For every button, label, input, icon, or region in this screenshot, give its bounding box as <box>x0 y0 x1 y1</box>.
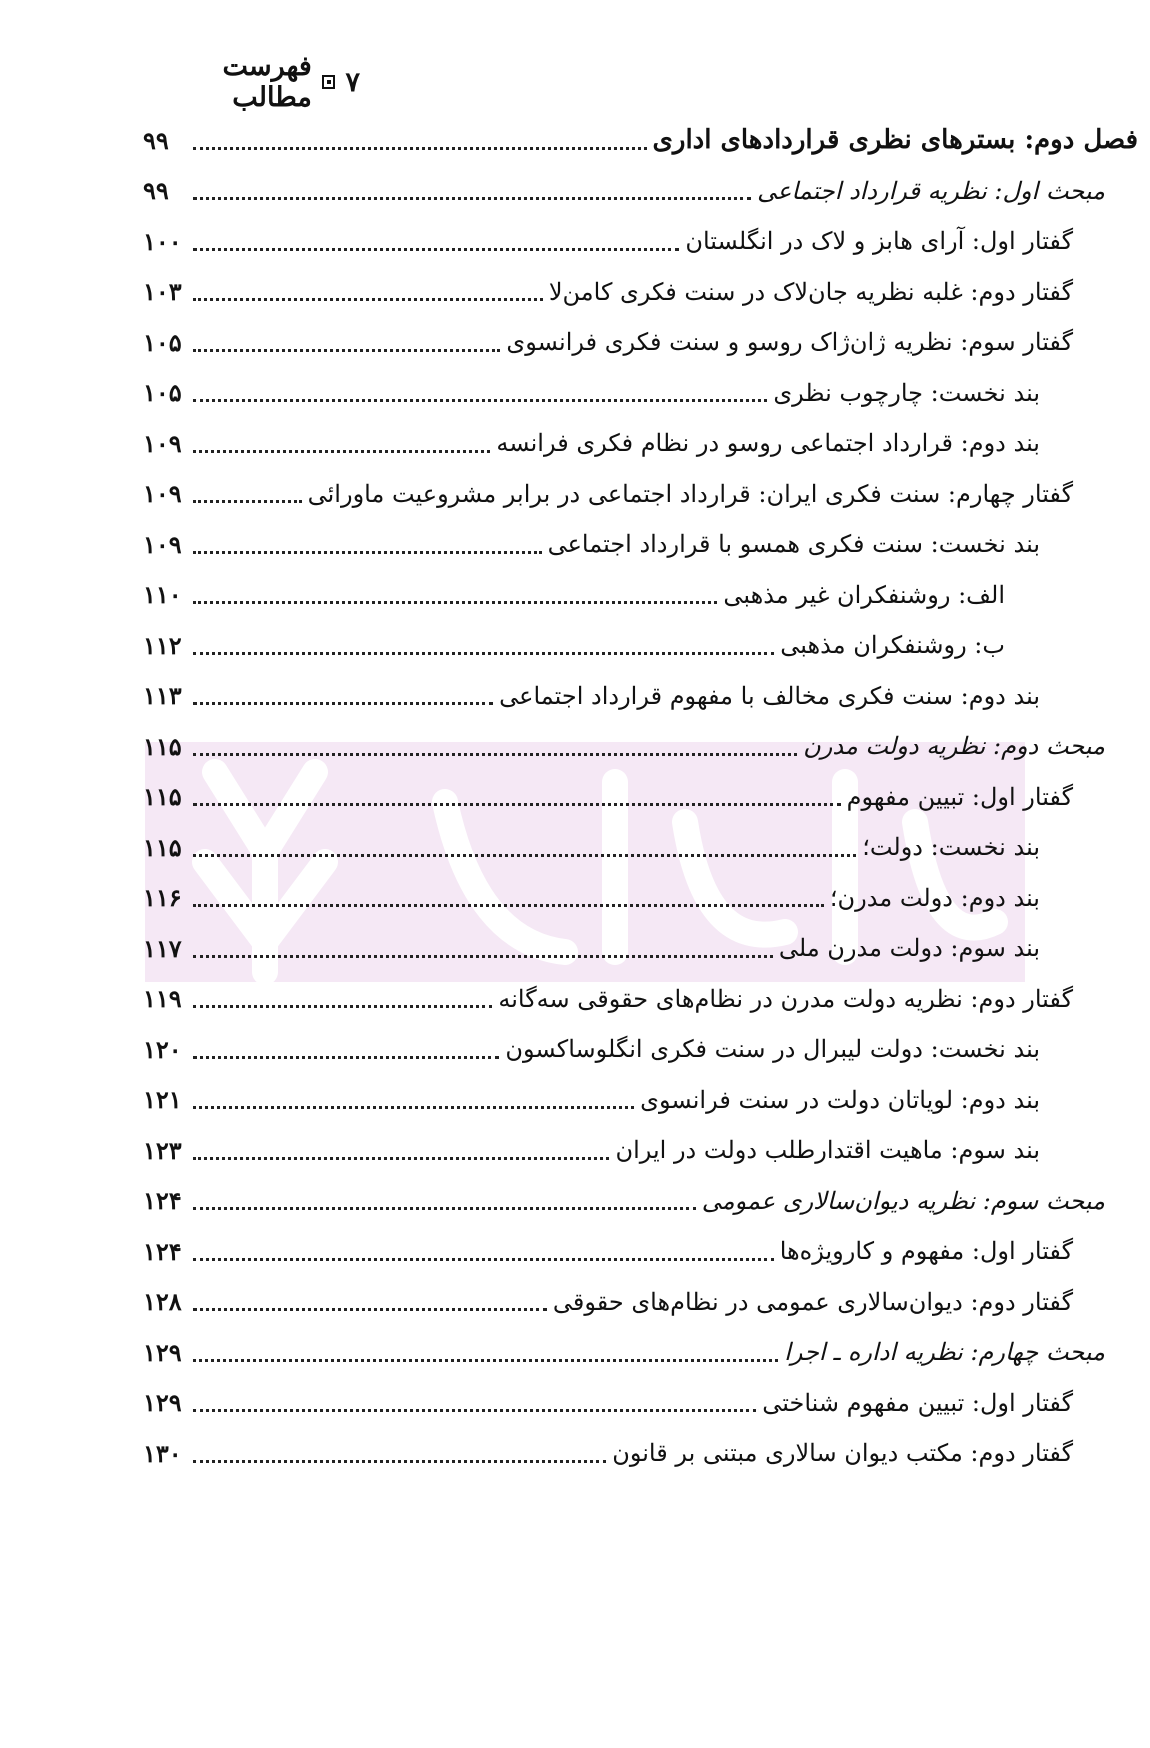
toc-entry <box>143 1330 1105 1374</box>
toc-entry-title: گفتار دوم: مکتب دیوان سالاری مبتنی بر قانون <box>612 1439 1073 1467</box>
toc-entry-title: بند دوم: قرارداد اجتماعی روسو در نظام فکری فرانسه <box>496 429 1040 457</box>
toc-entry <box>143 1128 1040 1172</box>
dot-leader <box>193 854 856 857</box>
dot-leader <box>193 500 302 503</box>
toc-entry <box>143 1078 1040 1122</box>
toc-entry <box>143 724 1105 768</box>
toc-page-number: ۱۲۴ <box>143 1186 182 1215</box>
dot-leader <box>193 1460 606 1463</box>
toc-page-number: ۱۳۰ <box>143 1438 182 1468</box>
toc-page-number: ۱۰۵ <box>143 327 182 357</box>
toc-entry <box>143 1280 1073 1324</box>
toc-page-number: ۱۲۳ <box>143 1135 182 1165</box>
toc-entry-title: گفتار دوم: دیوان‌سالاری عمومی در نظام‌های حقوقی <box>552 1287 1073 1316</box>
dot-leader <box>193 702 493 705</box>
toc-page-number: ۱۲۱ <box>143 1085 182 1114</box>
toc-entry <box>143 674 1040 718</box>
toc-page-number: ۱۱۷ <box>143 933 182 963</box>
header-page-number: ۷ <box>345 66 360 98</box>
toc-entry <box>143 320 1073 364</box>
toc-entry-title: گفتار دوم: نظریه دولت مدرن در نظام‌های حقوقی سه‌گانه <box>498 984 1073 1013</box>
toc-entry <box>143 522 1040 566</box>
toc-page-number: ۱۱۵ <box>143 832 182 862</box>
toc-entry-title: بند سوم: دولت مدرن ملی <box>778 934 1040 962</box>
toc-page-number: ۱۰۹ <box>143 529 182 559</box>
toc-page-number: ۱۱۹ <box>143 984 182 1013</box>
toc-entry <box>143 623 1005 667</box>
toc-entry-title: بند نخست: دولت؛ <box>862 833 1040 861</box>
dot-leader <box>193 904 824 907</box>
toc-entry-title: گفتار اول: تبیین مفهوم <box>846 782 1073 811</box>
toc-page-number: ۱۰۹ <box>143 428 182 458</box>
toc-entry-title: مبحث اول: نظریه قرارداد اجتماعی <box>757 176 1105 205</box>
toc-entry <box>143 118 1138 162</box>
toc-entry-title: گفتار اول: تبیین مفهوم شناختی <box>762 1388 1073 1417</box>
toc-entry <box>143 421 1040 465</box>
toc-entry-title: بند نخست: سنت فکری همسو با قرارداد اجتماعی <box>547 530 1040 558</box>
toc-page-number: ۱۰۳ <box>143 277 182 306</box>
toc-entry <box>143 1381 1073 1425</box>
toc-entry <box>143 1431 1073 1475</box>
toc-entry-title: گفتار دوم: غلبه نظریه جان‌لاک در سنت فکری کامن‌لا <box>548 277 1073 306</box>
toc-entry <box>143 1027 1040 1071</box>
toc-page-number: ۱۲۸ <box>143 1287 182 1316</box>
toc-page-number: ۱۱۶ <box>143 883 182 912</box>
toc-entry-title: ب: روشنفکران مذهبی <box>780 631 1005 659</box>
toc-page-number: ۱۲۹ <box>143 1388 182 1417</box>
toc-page-number: ۹۹ <box>143 125 169 155</box>
toc-entry-title: فصل دوم: بسترهای نظری قراردادهای اداری <box>652 125 1138 155</box>
dot-leader <box>193 399 767 402</box>
dot-leader <box>193 753 797 756</box>
toc-page-number: ۱۲۹ <box>143 1337 182 1367</box>
dot-leader <box>193 450 490 453</box>
toc-entry-title: مبحث دوم: نظریه دولت مدرن <box>803 732 1105 760</box>
toc-entry <box>143 926 1040 970</box>
dot-leader <box>193 147 647 150</box>
dot-leader <box>193 1359 778 1362</box>
toc-entry <box>143 169 1105 213</box>
toc-page-number: ۱۲۴ <box>143 1236 182 1266</box>
toc-entry-title: گفتار سوم: نظریه ژان‌ژاک روسو و سنت فکری فرانسوی <box>506 328 1073 356</box>
toc-entry-title: بند سوم: ماهیت اقتدارطلب دولت در ایران <box>615 1136 1040 1164</box>
toc-entry-title: الف: روشنفکران غیر مذهبی <box>723 580 1005 609</box>
toc-page-number: ۱۰۰ <box>143 226 182 256</box>
toc-entry-title: مبحث سوم: نظریه دیوان‌سالاری عمومی <box>701 1186 1105 1215</box>
dot-leader <box>193 803 841 806</box>
square-bullet-icon <box>322 75 336 89</box>
toc-entry <box>143 775 1073 819</box>
toc-entry-title: گفتار اول: آرای هابز و لاک در انگلستان <box>685 227 1073 255</box>
toc-page-number: ۱۲۰ <box>143 1034 182 1064</box>
toc-page-number: ۱۱۰ <box>143 580 182 609</box>
toc-entry <box>143 1229 1073 1273</box>
dot-leader <box>193 601 717 604</box>
dot-leader <box>193 298 543 301</box>
dot-leader <box>193 955 773 958</box>
toc-entry-title: مبحث چهارم: نظریه اداره ـ اجرا <box>784 1338 1105 1366</box>
dot-leader <box>193 551 542 554</box>
dot-leader <box>193 1308 547 1311</box>
toc-entry <box>143 472 1073 516</box>
dot-leader <box>193 1157 609 1160</box>
toc-entry-title: گفتار چهارم: سنت فکری ایران: قرارداد اجتماعی در برابر مشروعیت ماورائی <box>307 479 1073 508</box>
page-header <box>140 51 360 113</box>
toc-entry <box>143 876 1040 920</box>
toc-entry-title: بند نخست: دولت لیبرال در سنت فکری انگلوساکسون <box>505 1035 1040 1063</box>
dot-leader <box>193 652 774 655</box>
dot-leader <box>193 1207 696 1210</box>
toc-entry <box>143 371 1040 415</box>
toc-page-number: ۱۱۵ <box>143 782 182 811</box>
toc-page-number: ۹۹ <box>143 176 169 205</box>
toc-entry-title: بند دوم: سنت فکری مخالف با مفهوم قرارداد اجتماعی <box>499 681 1040 710</box>
dot-leader <box>193 1005 492 1008</box>
toc-entry-title: بند دوم: دولت مدرن؛ <box>829 883 1040 912</box>
dot-leader <box>193 1258 774 1261</box>
toc-entry <box>143 825 1040 869</box>
toc-entry <box>143 1179 1105 1223</box>
toc-page-number: ۱۱۲ <box>143 630 182 660</box>
dot-leader <box>193 1056 499 1059</box>
toc-page-number: ۱۰۹ <box>143 479 182 508</box>
toc-entry <box>143 977 1073 1021</box>
toc-page-number: ۱۰۵ <box>143 378 182 407</box>
dot-leader <box>193 197 751 200</box>
toc-entry-title: بند دوم: لویاتان دولت در سنت فرانسوی <box>640 1085 1040 1114</box>
toc-entry <box>143 573 1005 617</box>
toc-entry-title: بند نخست: چارچوب نظری <box>773 378 1040 407</box>
dot-leader <box>193 1409 756 1412</box>
dot-leader <box>193 349 500 352</box>
dot-leader <box>193 248 679 251</box>
dot-leader <box>193 1106 634 1109</box>
toc-entry <box>143 270 1073 314</box>
toc-page-number: ۱۱۵ <box>143 731 182 761</box>
header-title: فهرست مطالب <box>222 51 312 113</box>
toc-entry-title: گفتار اول: مفهوم و کارویژه‌ها <box>779 1237 1073 1265</box>
toc-page-number: ۱۱۳ <box>143 681 182 710</box>
toc-entry <box>143 219 1073 263</box>
